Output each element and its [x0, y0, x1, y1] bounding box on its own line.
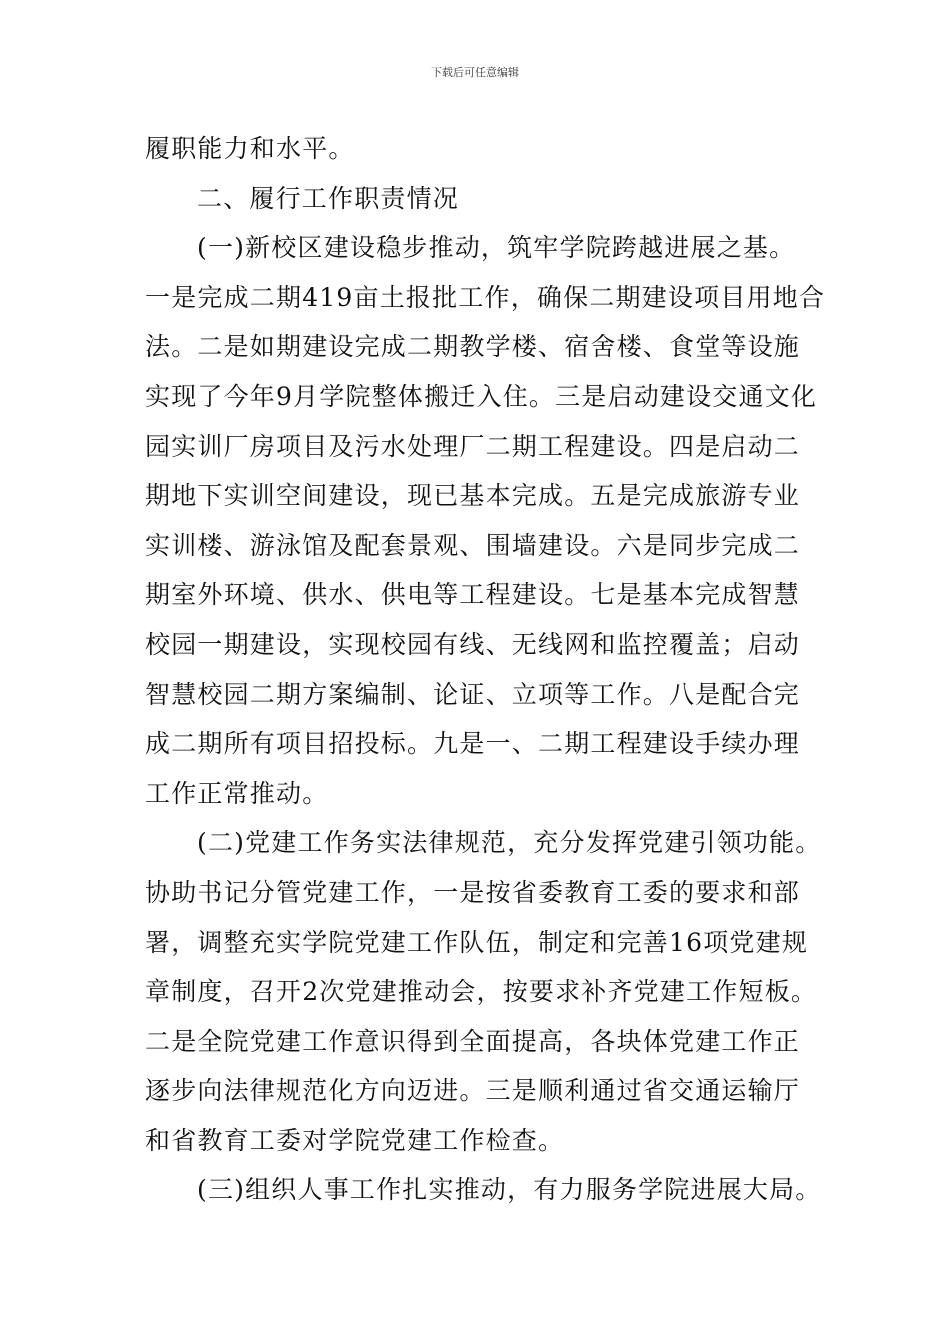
- text-line: 实现了今年9月学院整体搬迁入住。三是启动建设交通文化: [145, 381, 818, 411]
- document-body: [145, 124, 826, 1215]
- text-line: 二是全院党建工作意识得到全面提高，各块体党建工作正: [145, 1026, 801, 1056]
- text-line: 园实训厂房项目及污水处理厂二期工程建设。四是启动二: [145, 431, 801, 461]
- text-line: 工作正常推动。: [145, 778, 329, 808]
- page-header: 下载后可任意编辑: [431, 66, 519, 79]
- text-line: 校园一期建设，实现校园有线、无线网和监控覆盖；启动: [145, 629, 801, 659]
- subsection-heading: (一)新校区建设稳步推动，筑牢学院跨越进展之基。: [197, 233, 796, 263]
- text-line: 章制度，召开2次党建推动会，按要求补齐党建工作短板。: [145, 977, 818, 1007]
- text-line: 履职能力和水平。: [145, 134, 355, 163]
- text-line: 期室外环境、供水、供电等工程建设。七是基本完成智慧: [145, 580, 801, 610]
- text-line: 实训楼、游泳馆及配套景观、围墙建设。六是同步完成二: [145, 530, 801, 560]
- section-heading: 二、履行工作职责情况: [197, 183, 460, 213]
- text-line: 法。二是如期建设完成二期教学楼、宿舍楼、食堂等设施: [145, 332, 801, 362]
- text-line: 成二期所有项目招投标。九是一、二期工程建设手续办理: [145, 729, 801, 759]
- subsection-heading: (二)党建工作务实法律规范，充分发挥党建引领功能。: [197, 828, 822, 858]
- text-line: 逐步向法律规范化方向迈进。三是顺利通过省交通运输厅: [145, 1076, 801, 1106]
- text-line: 一是完成二期419亩土报批工作，确保二期建设项目用地合: [145, 282, 826, 312]
- text-line: 期地下实训空间建设，现已基本完成。五是完成旅游专业: [145, 481, 801, 511]
- text-line: 署，调整充实学院党建工作队伍，制定和完善16项党建规: [145, 927, 809, 957]
- text-line: 协助书记分管党建工作，一是按省委教育工委的要求和部: [145, 877, 801, 907]
- text-line: 和省教育工委对学院党建工作检查。: [145, 1125, 565, 1155]
- subsection-heading: (三)组织人事工作扎实推动，有力服务学院进展大局。: [197, 1175, 822, 1205]
- text-line: 智慧校园二期方案编制、论证、立项等工作。八是配合完: [145, 679, 801, 709]
